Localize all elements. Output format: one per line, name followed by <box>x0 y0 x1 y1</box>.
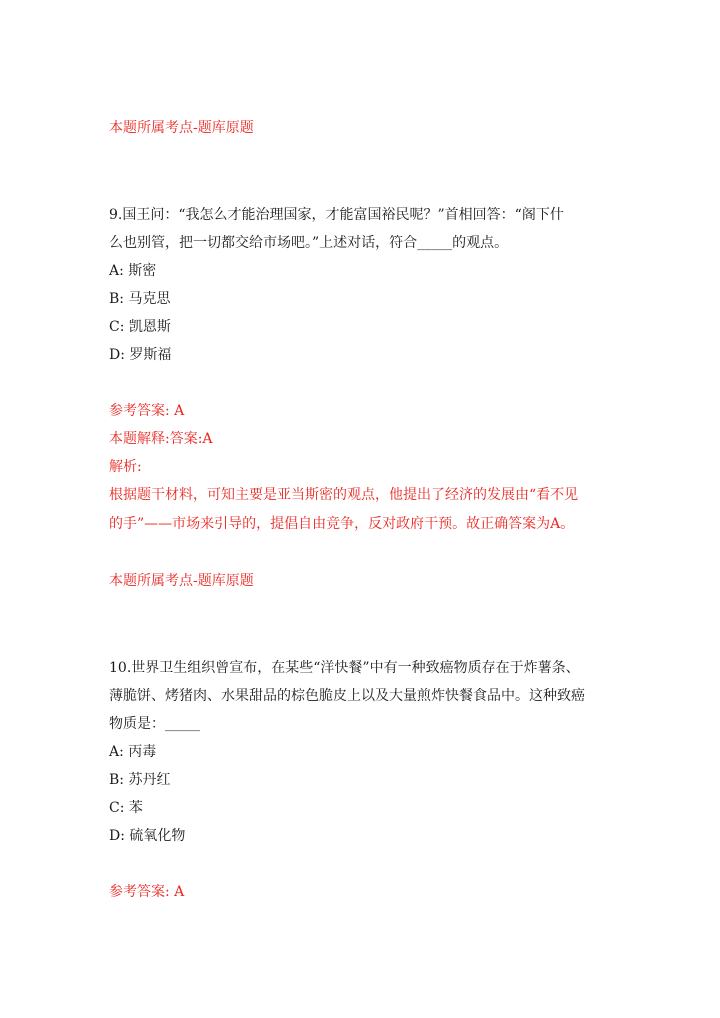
q9-option-b: B: 马克思 <box>109 291 171 307</box>
q10-answer: 参考答案: A <box>109 884 185 900</box>
q10-option-b: B: 苏丹红 <box>109 772 171 788</box>
q9-option-c: C: 凯恩斯 <box>109 319 171 335</box>
q9-analysis-line-2: 的手”——市场来引导的，提倡自由竞争，反对政府干预。故正确答案为A。 <box>109 516 575 532</box>
q10-option-a: A: 丙毒 <box>109 744 157 760</box>
q10-stem-line-1: 10.世界卫生组织曾宣布，在某些“洋快餐”中有一种致癌物质存在于炸薯条、 <box>109 660 580 676</box>
q9-analysis-label: 解析: <box>109 459 142 475</box>
q9-stem-line-1: 9.国王问：“我怎么才能治理国家，才能富国裕民呢？”首相回答：“阁下什 <box>109 207 564 223</box>
q9-explanation-title: 本题解释:答案:A <box>109 431 213 447</box>
q8-topic-label: 本题所属考点-题库原题 <box>109 120 254 136</box>
q9-option-a: A: 斯密 <box>109 263 157 279</box>
q10-stem-line-3: 物质是：_____ <box>109 716 200 732</box>
q9-analysis-line-1: 根据题干材料，可知主要是亚当斯密的观点，他提出了经济的发展由“看不见 <box>109 487 579 503</box>
q9-stem-line-2: 么也别管，把一切都交给市场吧。”上述对话，符合_____的观点。 <box>109 235 509 251</box>
q10-stem-line-2: 薄脆饼、烤猪肉、水果甜品的棕色脆皮上以及大量煎炸快餐食品中。这种致癌 <box>109 688 585 704</box>
q9-option-d: D: 罗斯福 <box>109 347 172 363</box>
q10-option-d: D: 硫氧化物 <box>109 828 186 844</box>
q9-answer: 参考答案: A <box>109 403 185 419</box>
q10-option-c: C: 苯 <box>109 800 143 816</box>
q9-topic-label: 本题所属考点-题库原题 <box>109 573 254 589</box>
